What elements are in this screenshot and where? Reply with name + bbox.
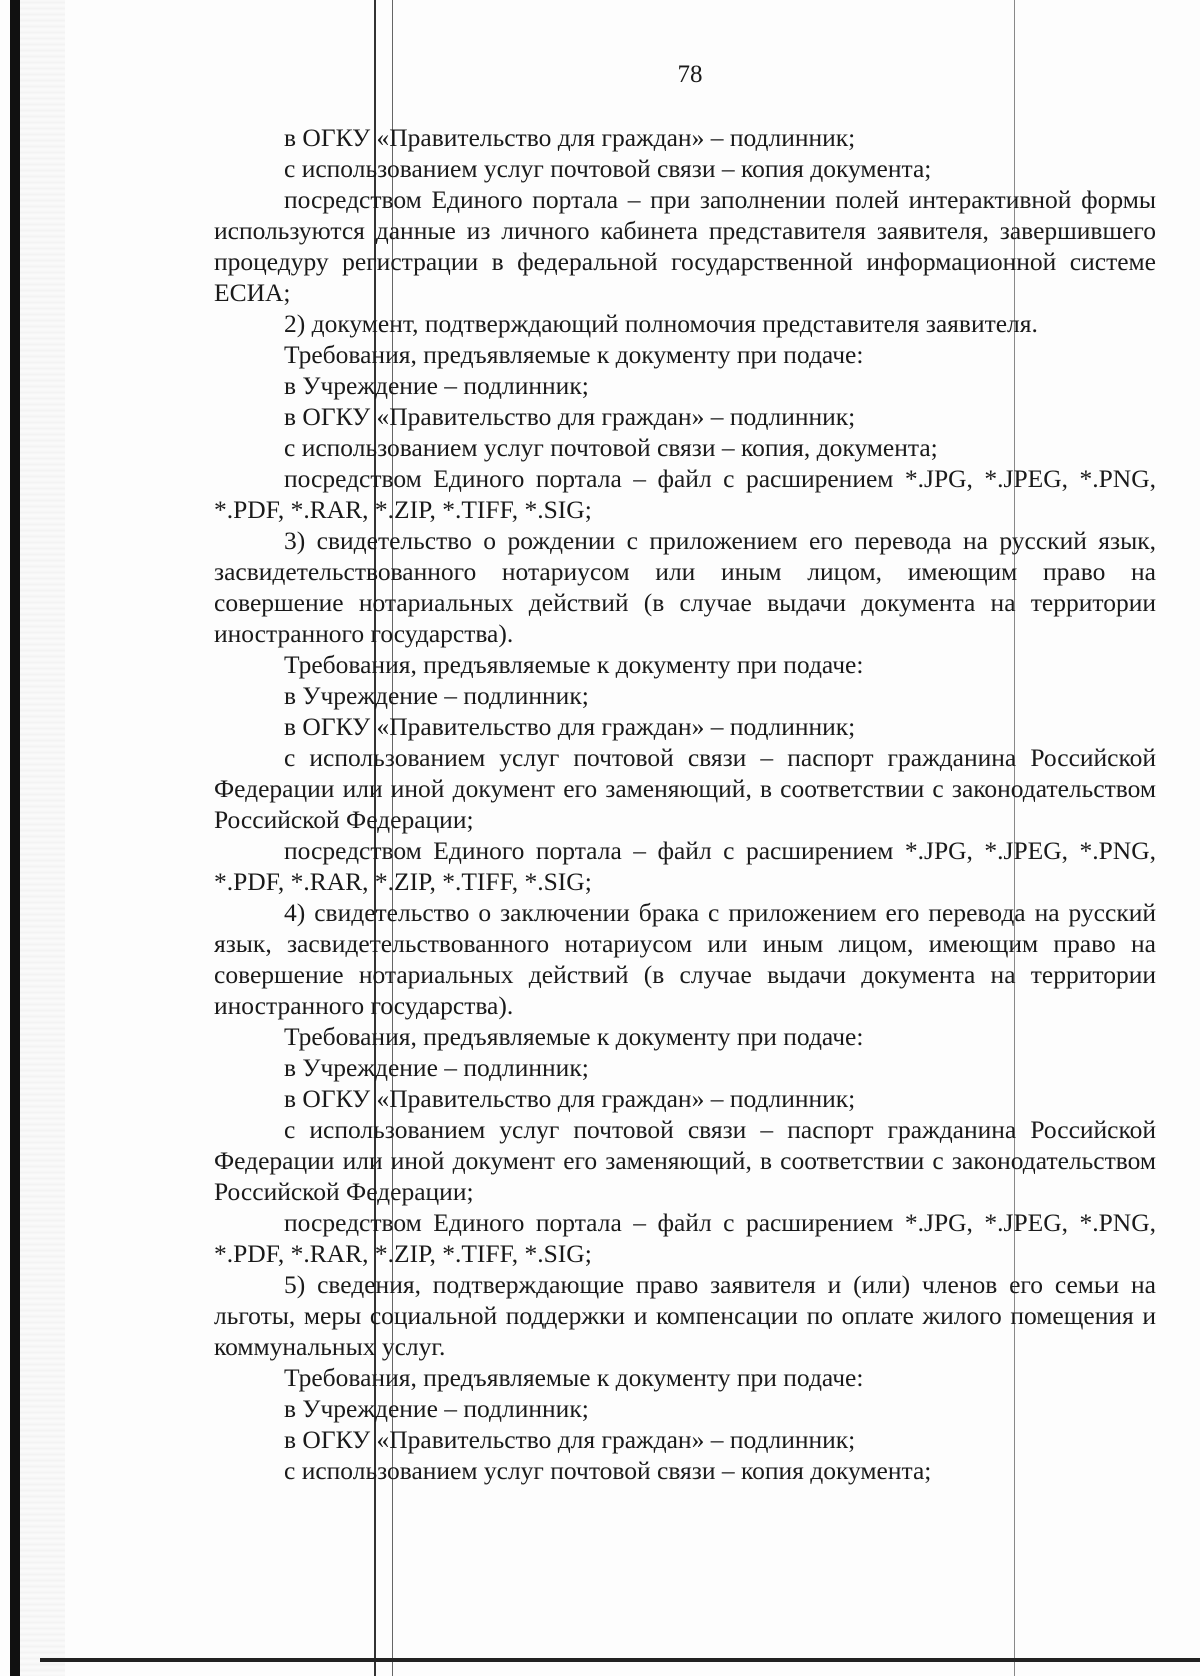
paragraph: с использованием услуг почтовой связи – копия, документа;	[284, 433, 938, 462]
paragraph: в ОГКУ «Правительство для граждан» – подлинник;	[284, 123, 856, 152]
paragraph: в ОГКУ «Правительство для граждан» – подлинник;	[284, 1084, 856, 1113]
paragraph: в ОГКУ «Правительство для граждан» – подлинник;	[284, 712, 856, 741]
paragraph: 4) свидетельство о заключении брака с приложением его перевода на русский язык, засвидетельствованного нотариусом или иным лицом, имеющим право на совершение нотариальных действий (в случае выдачи документа на территории иностранного государства).	[214, 898, 1156, 1020]
paragraph: в Учреждение – подлинник;	[284, 1394, 589, 1423]
paragraph: 2) документ, подтверждающий полномочия представителя заявителя.	[284, 309, 1038, 338]
paragraph: Требования, предъявляемые к документу при подаче:	[284, 340, 864, 369]
paragraph: посредством Единого портала – файл с расширением *.JPG, *.JPEG, *.PNG, *.PDF, *.RAR, *.ZIP, *.TIFF, *.SIG;	[214, 836, 1156, 896]
paragraph: Требования, предъявляемые к документу при подаче:	[284, 1022, 864, 1051]
paragraph: с использованием услуг почтовой связи – паспорт гражданина Российской Федерации или иной документ его заменяющий, в соответствии с законодательством Российской Федерации;	[214, 743, 1156, 834]
scan-bottom-edge	[40, 1658, 1200, 1662]
paragraph: в Учреждение – подлинник;	[284, 1053, 589, 1082]
paragraph: в Учреждение – подлинник;	[284, 681, 589, 710]
paragraph: в Учреждение – подлинник;	[284, 371, 589, 400]
document-body	[214, 122, 1156, 1486]
paragraph: Требования, предъявляемые к документу при подаче:	[284, 650, 864, 679]
page-number: 78	[677, 61, 703, 88]
scan-edge-shadow	[10, 0, 20, 1676]
paragraph: 3) свидетельство о рождении с приложением его перевода на русский язык, засвидетельствованного нотариусом или иным лицом, имеющим право на совершение нотариальных действий (в случае выдачи документа на территории иностранного государства).	[214, 526, 1156, 648]
paragraph: посредством Единого портала – при заполнении полей интерактивной формы используются данные из личного кабинета представителя заявителя, завершившего процедуру регистрации в федеральной государственной информационной системе ЕСИА;	[214, 185, 1156, 307]
paragraph: посредством Единого портала – файл с расширением *.JPG, *.JPEG, *.PNG, *.PDF, *.RAR, *.ZIP, *.TIFF, *.SIG;	[214, 464, 1156, 524]
paragraph: в ОГКУ «Правительство для граждан» – подлинник;	[284, 402, 856, 431]
paragraph: посредством Единого портала – файл с расширением *.JPG, *.JPEG, *.PNG, *.PDF, *.RAR, *.ZIP, *.TIFF, *.SIG;	[214, 1208, 1156, 1268]
paragraph: с использованием услуг почтовой связи – копия документа;	[284, 1456, 932, 1485]
paragraph: с использованием услуг почтовой связи – копия документа;	[284, 154, 932, 183]
paragraph: с использованием услуг почтовой связи – паспорт гражданина Российской Федерации или иной документ его заменяющий, в соответствии с законодательством Российской Федерации;	[214, 1115, 1156, 1206]
paragraph: Требования, предъявляемые к документу при подаче:	[284, 1363, 864, 1392]
scan-edge-noise	[20, 0, 65, 1676]
paragraph: 5) сведения, подтверждающие право заявителя и (или) членов его семьи на льготы, меры социальной поддержки и компенсации по оплате жилого помещения и коммунальных услуг.	[214, 1270, 1156, 1361]
paragraph: в ОГКУ «Правительство для граждан» – подлинник;	[284, 1425, 856, 1454]
